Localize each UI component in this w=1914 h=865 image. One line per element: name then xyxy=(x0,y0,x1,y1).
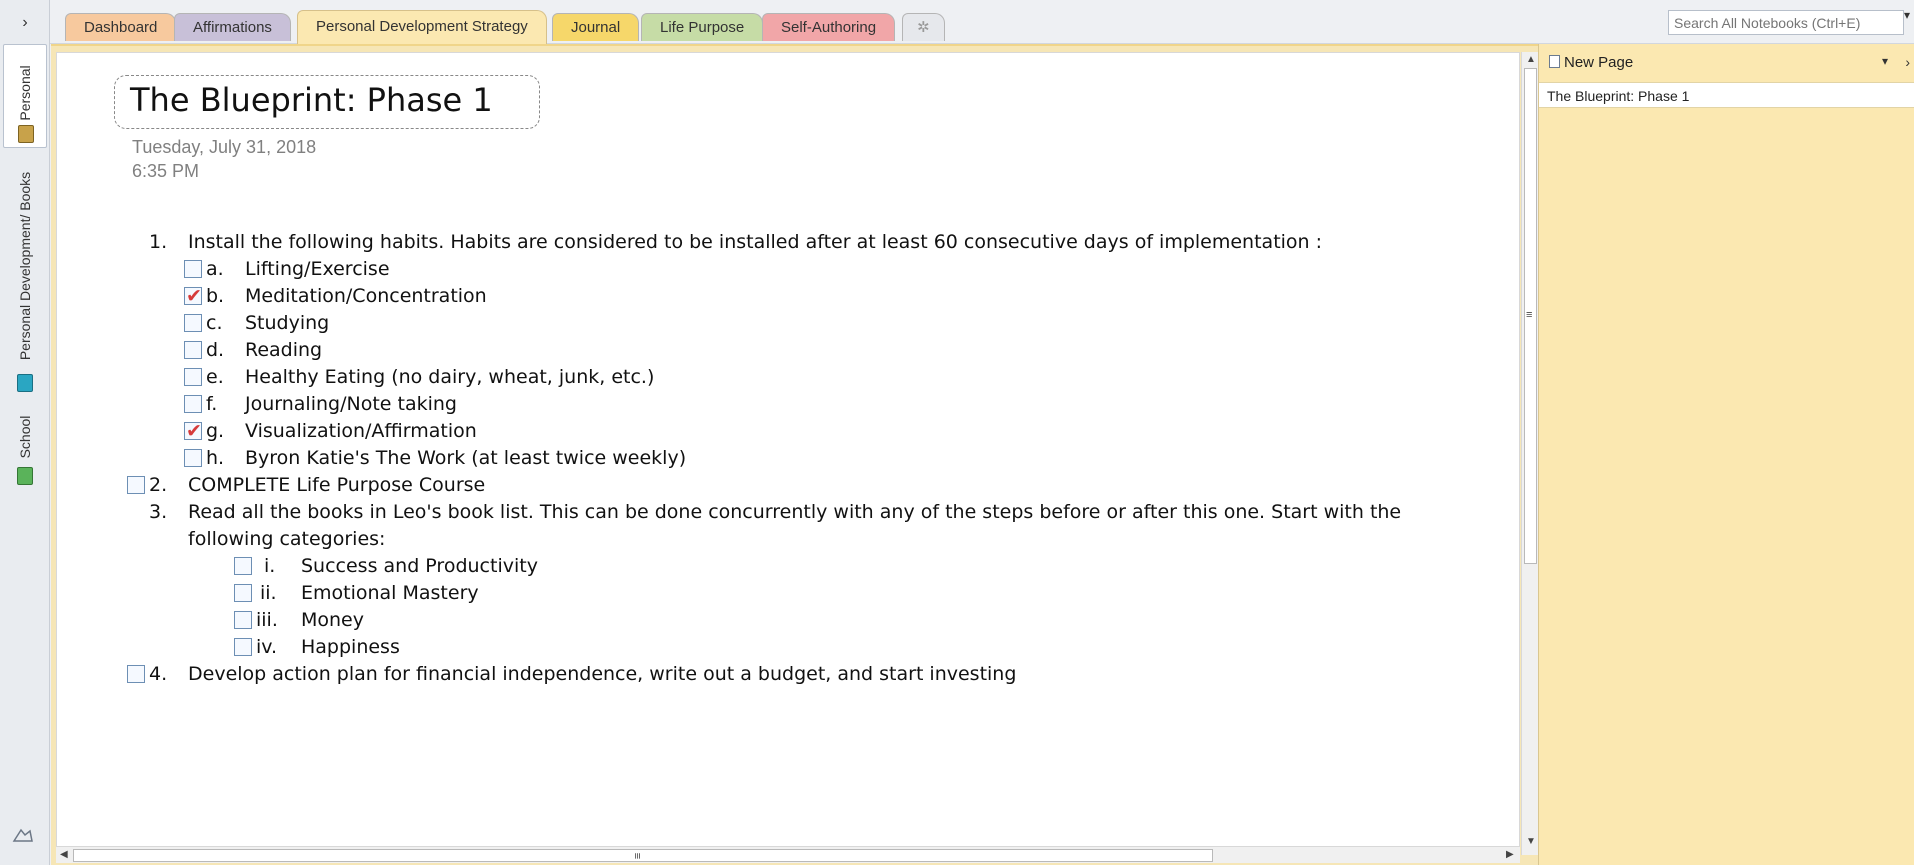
list-text: Meditation/Concentration xyxy=(245,285,487,307)
new-page-button[interactable] xyxy=(1549,54,1633,71)
list-number: 4. xyxy=(149,663,168,685)
page-surface[interactable] xyxy=(56,52,1520,855)
page-list-item[interactable]: The Blueprint: Phase 1 xyxy=(1539,82,1914,108)
notebook-icon xyxy=(17,374,33,392)
search-input[interactable] xyxy=(1668,10,1904,35)
list-number: iv. xyxy=(256,636,278,658)
todo-checkbox[interactable] xyxy=(184,449,202,467)
page-title[interactable]: The Blueprint: Phase 1 xyxy=(130,81,493,119)
grip-icon: ≡ xyxy=(631,852,644,860)
expand-navigation-icon[interactable]: › xyxy=(22,14,28,31)
todo-checkbox[interactable] xyxy=(234,557,252,575)
list-number: c. xyxy=(206,312,223,334)
list-number: f. xyxy=(206,393,218,415)
list-text: Read all the books in Leo's book list. This can be done concurrently with any of the steps before or after this one. Start with the xyxy=(188,501,1402,523)
list-text: Journaling/Note taking xyxy=(245,393,457,415)
todo-checkbox[interactable] xyxy=(184,368,202,386)
todo-checkbox[interactable] xyxy=(234,584,252,602)
tab-personal-development-strategy[interactable]: Personal Development Strategy xyxy=(297,10,547,44)
todo-checkbox[interactable] xyxy=(184,260,202,278)
list-number: 3. xyxy=(149,501,168,523)
page-date xyxy=(132,135,316,183)
section-tabs xyxy=(50,0,1914,44)
todo-checkbox[interactable] xyxy=(234,638,252,656)
collapse-pane-icon[interactable]: › xyxy=(1905,54,1910,70)
notebook-personal[interactable] xyxy=(3,44,47,148)
list-text: following categories: xyxy=(188,528,386,550)
list-number: d. xyxy=(206,339,225,361)
list-number: e. xyxy=(206,366,224,388)
scroll-down-icon[interactable]: ▼ xyxy=(1526,836,1536,847)
scroll-up-icon[interactable]: ▲ xyxy=(1526,54,1536,65)
notebook-label: Personal Development/ Books xyxy=(17,171,33,361)
list-text: Studying xyxy=(245,312,330,334)
notebook-rail xyxy=(0,0,50,865)
scroll-left-icon[interactable]: ◀ xyxy=(60,849,68,860)
notebook-icon xyxy=(17,467,33,485)
note-canvas xyxy=(51,44,1538,865)
scroll-thumb[interactable] xyxy=(1524,68,1537,564)
notebook-personal-development-books[interactable] xyxy=(3,160,47,390)
list-number: 1. xyxy=(149,231,168,253)
scroll-thumb[interactable] xyxy=(73,849,1213,862)
list-text: Install the following habits. Habits are considered to be installed after at least 60 consecutive days of implementation : xyxy=(188,231,1323,253)
page-time-text: 6:35 PM xyxy=(132,161,200,181)
list-number: iii. xyxy=(256,609,278,631)
vertical-scrollbar[interactable] xyxy=(1521,52,1538,855)
list-number: 2. xyxy=(149,474,168,496)
tab-self-authoring[interactable]: Self-Authoring xyxy=(762,13,895,41)
todo-checkbox[interactable] xyxy=(127,476,145,494)
list-number: i. xyxy=(264,555,276,577)
todo-checkbox-checked[interactable] xyxy=(184,422,202,440)
tab-life-purpose[interactable]: Life Purpose xyxy=(641,13,763,41)
list-text: Healthy Eating (no dairy, wheat, junk, etc.) xyxy=(245,366,655,388)
notebooks-icon[interactable] xyxy=(12,827,36,847)
list-text: Money xyxy=(301,609,364,631)
page-list-pane xyxy=(1538,44,1914,865)
todo-checkbox[interactable] xyxy=(184,395,202,413)
notebook-icon xyxy=(18,125,34,143)
tab-affirmations[interactable]: Affirmations xyxy=(174,13,291,41)
todo-checkbox[interactable] xyxy=(184,341,202,359)
new-section-tab[interactable]: ✲ xyxy=(902,13,945,41)
tab-dashboard[interactable]: Dashboard xyxy=(65,13,176,41)
list-number: g. xyxy=(206,420,225,442)
list-text: Lifting/Exercise xyxy=(245,258,390,280)
tab-journal[interactable]: Journal xyxy=(552,13,639,41)
list-text: Reading xyxy=(245,339,323,361)
list-text: Develop action plan for financial independence, write out a budget, and start investing xyxy=(188,663,1017,685)
list-number: h. xyxy=(206,447,225,469)
new-page-icon xyxy=(1549,55,1560,68)
list-number: b. xyxy=(206,285,225,307)
list-text: Happiness xyxy=(301,636,400,658)
new-page-dropdown-icon[interactable]: ▾ xyxy=(1881,54,1888,68)
notebook-label: Personal xyxy=(17,65,33,121)
list-text: Emotional Mastery xyxy=(301,582,479,604)
scroll-right-icon[interactable]: ▶ xyxy=(1506,849,1514,860)
notebook-label: School xyxy=(17,415,33,459)
list-text: Byron Katie's The Work (at least twice weekly) xyxy=(245,447,687,469)
todo-checkbox[interactable] xyxy=(234,611,252,629)
list-number: a. xyxy=(206,258,224,280)
horizontal-scrollbar[interactable] xyxy=(56,846,1520,863)
search-scope-dropdown-icon[interactable]: ▾ xyxy=(1903,8,1910,22)
list-number: ii. xyxy=(260,582,277,604)
todo-checkbox[interactable] xyxy=(127,665,145,683)
page-date-text: Tuesday, July 31, 2018 xyxy=(132,137,317,157)
list-text: Success and Productivity xyxy=(301,555,538,577)
todo-checkbox[interactable] xyxy=(184,314,202,332)
list-text: COMPLETE Life Purpose Course xyxy=(188,474,486,496)
list-text: Visualization/Affirmation xyxy=(245,420,477,442)
notebook-school[interactable] xyxy=(3,405,47,490)
grip-icon: ≡ xyxy=(1526,309,1533,321)
new-page-label: New Page xyxy=(1564,54,1634,71)
todo-checkbox-checked[interactable] xyxy=(184,287,202,305)
